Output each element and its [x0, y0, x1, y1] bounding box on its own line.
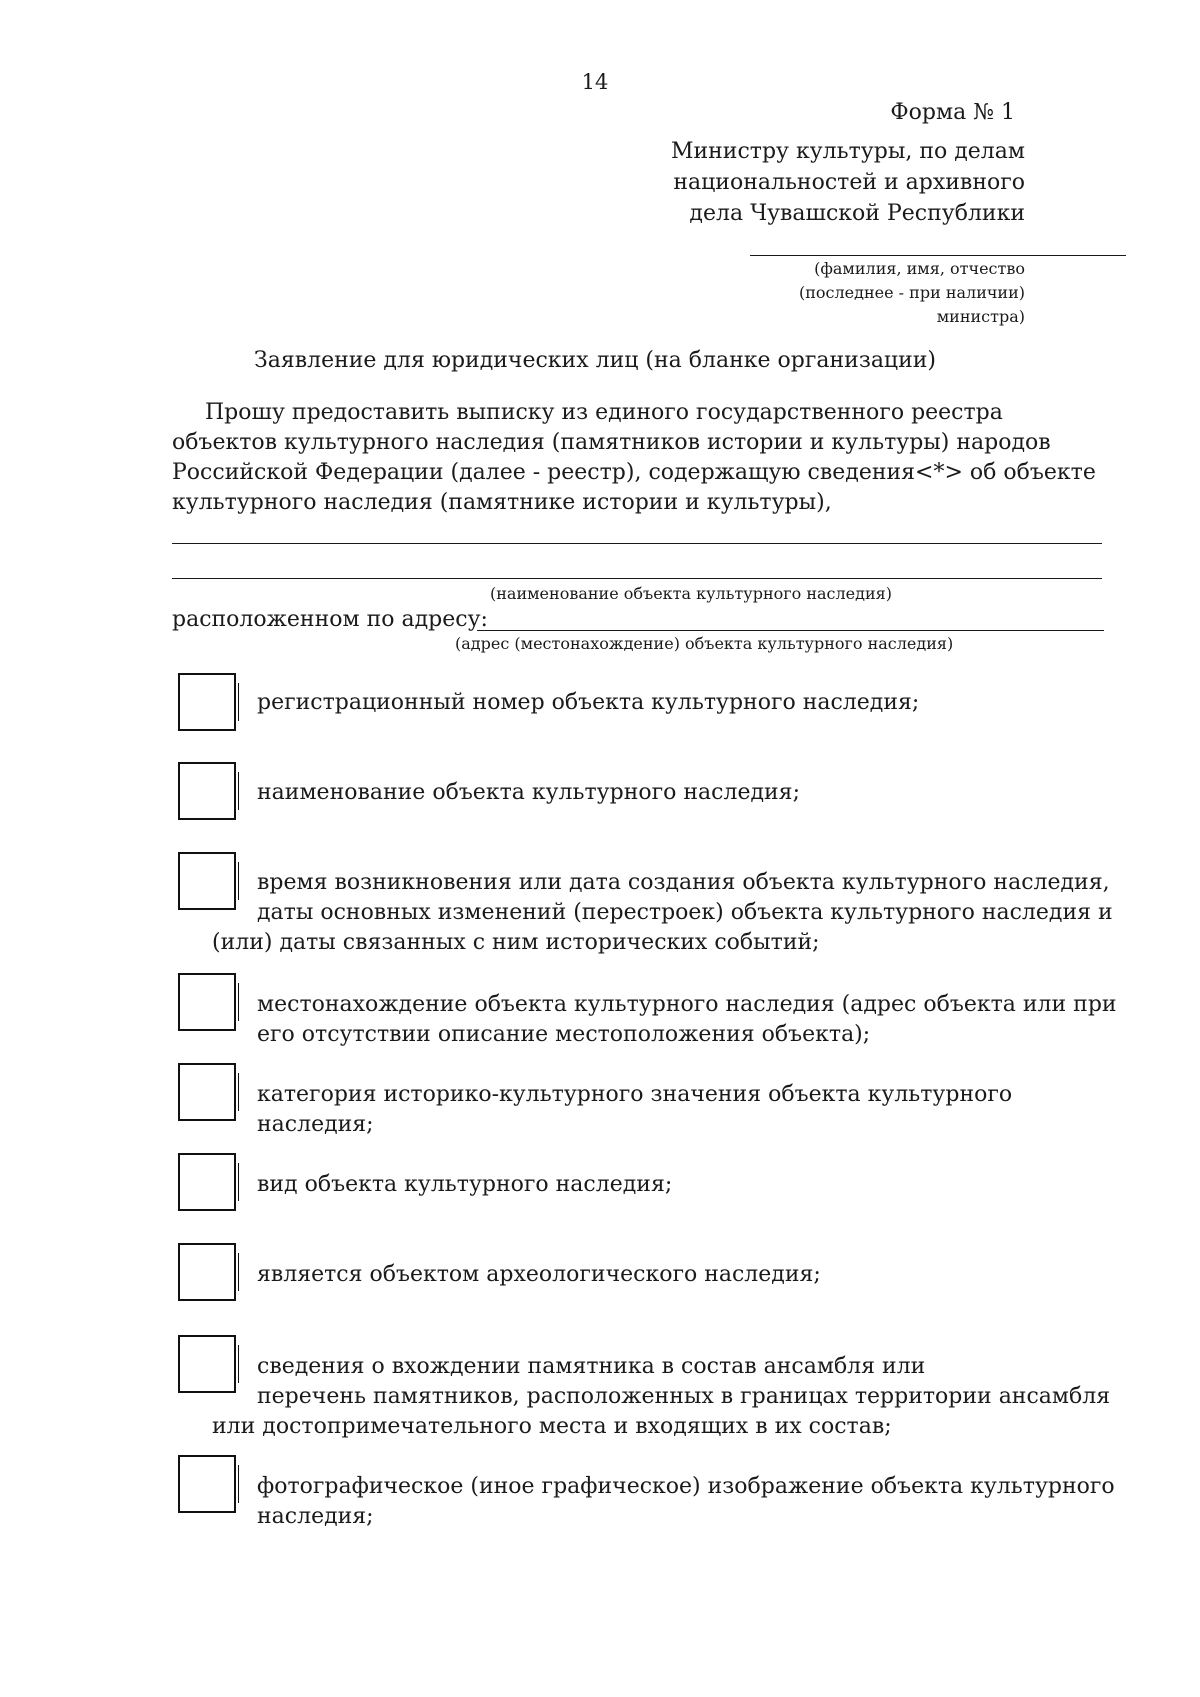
page-number: 14: [581, 70, 609, 94]
item-label: перечень памятников, расположенных в границах территории ансамбля: [257, 1384, 1111, 1409]
item-checkbox[interactable]: [178, 1335, 236, 1393]
item-label: местонахождение объекта культурного наследия (адрес объекта или при: [257, 992, 1117, 1017]
caption-line: министра): [936, 307, 1025, 326]
minister-name-caption: [799, 257, 1025, 329]
object-name-line-1: [172, 543, 1102, 544]
item-checkbox[interactable]: [178, 852, 236, 910]
addressee-line: национальностей и архивного: [673, 170, 1025, 195]
address-label: расположенном по адресу:: [172, 607, 488, 632]
item-checkbox[interactable]: [178, 762, 236, 820]
item-label: (или) даты связанных с ним исторических событий;: [212, 930, 820, 955]
addressee-line: дела Чувашской Республики: [689, 201, 1025, 226]
item-label: или достопримечательного места и входящих в их состав;: [212, 1414, 892, 1439]
request-line: Российской Федерации (далее - реестр), содержащую сведения<*> об объекте: [172, 460, 1096, 485]
document-title: Заявление для юридических лиц (на бланке организации): [254, 348, 936, 373]
item-checkbox[interactable]: [178, 1243, 236, 1301]
item-label: его отсутствии описание местоположения объекта);: [257, 1022, 871, 1047]
item-label: наименование объекта культурного наследия;: [257, 780, 800, 805]
addressee-line: Министру культуры, по делам: [670, 139, 1025, 164]
caption-line: (фамилия, имя, отчество: [814, 259, 1025, 278]
item-label: регистрационный номер объекта культурного наследия;: [257, 690, 920, 715]
item-checkbox[interactable]: [178, 1455, 236, 1513]
item-label: сведения о вхождении памятника в состав ансамбля или: [257, 1354, 926, 1379]
item-label: категория историко-культурного значения объекта культурного: [257, 1082, 1013, 1107]
item-checkbox[interactable]: [178, 673, 236, 731]
object-name-line-2: [172, 578, 1102, 579]
request-line: культурного наследия (памятнике истории и культуры),: [172, 490, 832, 515]
item-label: наследия;: [257, 1504, 374, 1529]
item-label: вид объекта культурного наследия;: [257, 1172, 673, 1197]
item-checkbox[interactable]: [178, 1153, 236, 1211]
item-label: является объектом археологического наследия;: [257, 1262, 821, 1287]
request-line: Прошу предоставить выписку из единого государственного реестра: [205, 400, 1003, 425]
item-checkbox[interactable]: [178, 973, 236, 1031]
item-label: фотографическое (иное графическое) изображение объекта культурного: [257, 1474, 1115, 1499]
form-number: Форма № 1: [890, 100, 1015, 125]
item-checkbox[interactable]: [178, 1063, 236, 1121]
minister-name-line: [750, 255, 1126, 256]
address-caption: (адрес (местонахождение) объекта культурного наследия): [455, 634, 954, 653]
caption-line: (последнее - при наличии): [799, 283, 1025, 302]
item-label: даты основных изменений (перестроек) объекта культурного наследия и: [257, 900, 1113, 925]
item-label: наследия;: [257, 1112, 374, 1137]
address-line: [477, 630, 1104, 631]
object-name-caption: (наименование объекта культурного наследия): [490, 584, 892, 603]
item-label: время возникновения или дата создания объекта культурного наследия,: [257, 870, 1110, 895]
addressee-block: [671, 136, 1025, 229]
request-line: объектов культурного наследия (памятников истории и культуры) народов: [172, 430, 1051, 455]
